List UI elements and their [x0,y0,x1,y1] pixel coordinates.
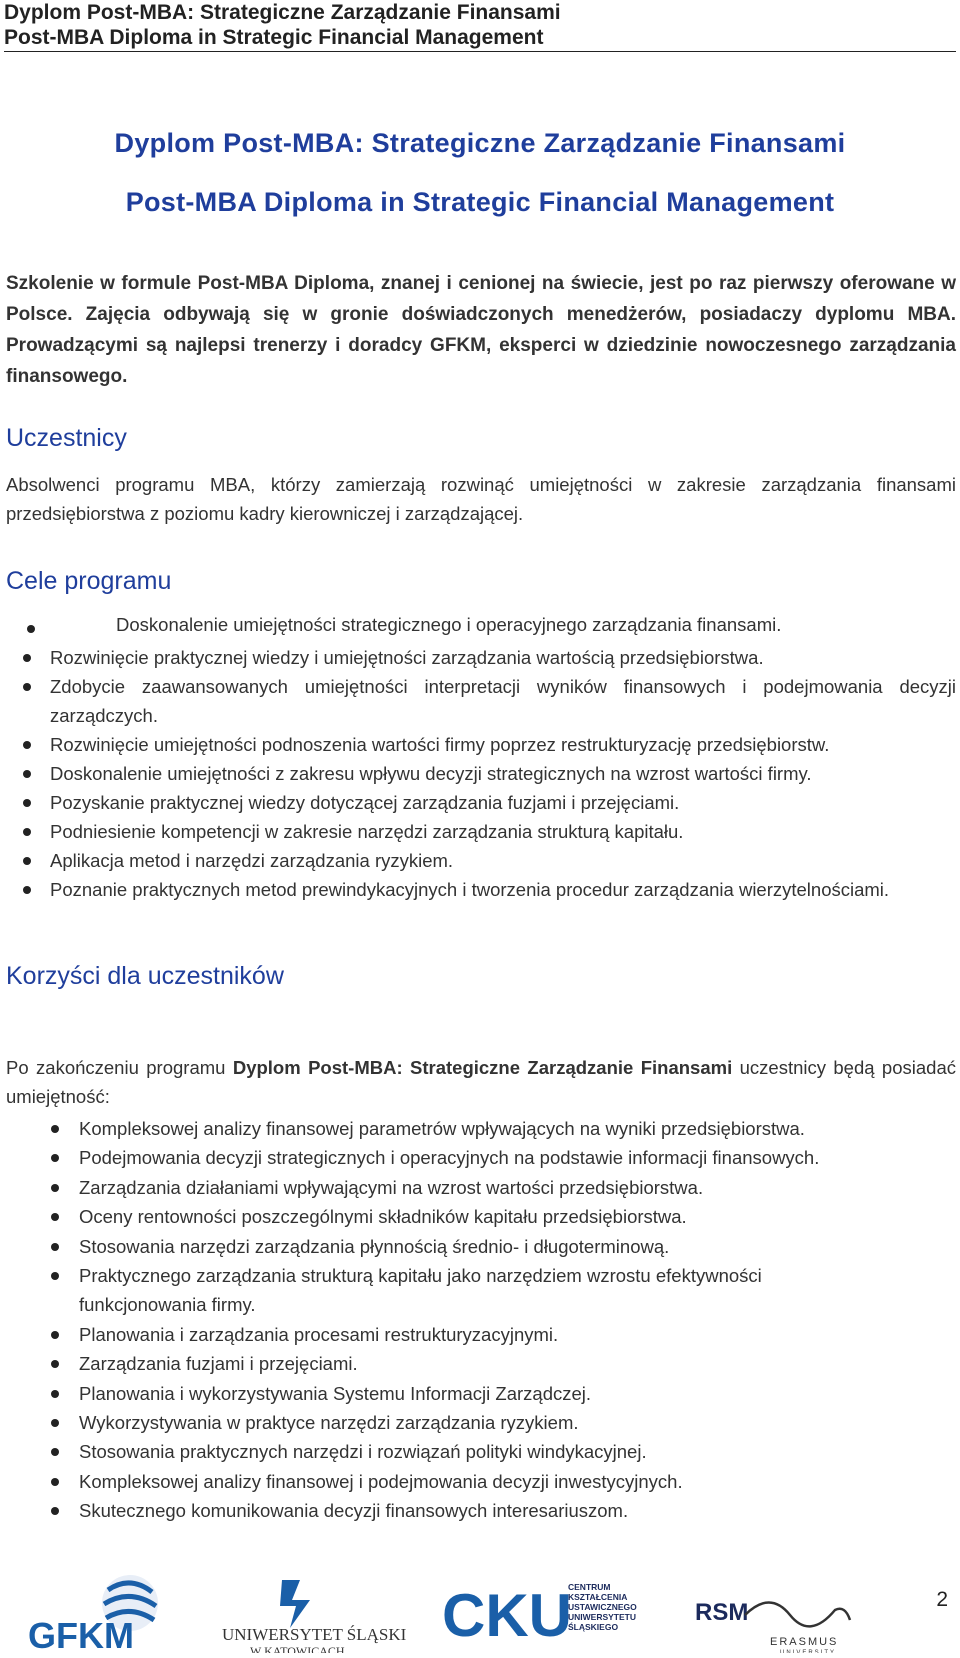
bullet-icon [23,886,31,894]
bullet-icon [51,1154,59,1162]
bullet-icon [23,828,31,836]
uniwersytet-slaski-logo [222,1580,407,1653]
bullet-icon [23,741,31,749]
bullet-icon [23,654,31,662]
benefit-item-text: Praktycznego zarządzania strukturą kapitału jako narzędziem wzrostu efektywności funkcjonowania firmy. [79,1265,762,1316]
bullet-icon [51,1243,59,1251]
bullet-icon [51,1272,59,1280]
svg-text:ERASMUS: ERASMUS [770,1636,839,1648]
cku-logo [442,1582,637,1649]
goal-item [50,846,956,875]
benefits-intro-paragraph [6,1053,956,1111]
goal-item [50,643,956,672]
bullet-icon [51,1390,59,1398]
running-header-line2: Post-MBA Diploma in Strategic Financial Management [4,26,544,49]
benefits-intro-before: Po zakończeniu programu [6,1057,233,1078]
bullet-icon [23,683,31,691]
benefit-item [79,1349,949,1378]
intro-paragraph [6,268,956,392]
svg-text:CKU: CKU [442,1582,572,1649]
svg-text:USTAWICZNEGO: USTAWICZNEGO [568,1602,637,1612]
goal-item-text: Rozwinięcie praktycznej wiedzy i umiejętności zarządzania wartością przedsiębiorstwa. [50,647,764,668]
bullet-icon [51,1507,59,1515]
section-heading-participants: Uczestnicy [6,424,127,452]
benefit-item [79,1437,949,1466]
goal-item-text: Zdobycie zaawansowanych umiejętności interpretacji wyników finansowych i podejmowania decyzji zarządczych. [50,676,956,726]
bullet-icon [51,1331,59,1339]
benefit-item [79,1379,949,1408]
intro-text: Szkolenie w formule Post-MBA Diploma, znanej i cenionej na świecie, jest po raz pierwszy oferowane w Polsce. Zajęcia odbywają się w gronie doświadczonych menedżerów, posiadaczy dyplomu MBA. Prowadzącymi są najlepsi trenerzy i doradcy GFKM, eksperci w dziedzinie nowoczesnego zarządzania finansowego. [6,273,956,387]
participants-paragraph: Absolwenci programu MBA, którzy zamierzają rozwinąć umiejętności w zakresie zarządzania finansami przedsiębiorstwa z poziomu kadry kierowniczej i zarządzającej. [6,474,956,524]
svg-text:ŚLĄSKIEGO: ŚLĄSKIEGO [568,1622,619,1632]
benefit-item-text: Podejmowania decyzji strategicznych i operacyjnych na podstawie informacji finansowych. [79,1147,820,1169]
bullet-icon [51,1213,59,1221]
goal-item [50,730,956,759]
benefit-item [79,1114,949,1143]
svg-text:W KATOWICACH: W KATOWICACH [250,1644,345,1653]
benefit-item-text: Wykorzystywania w praktyce narzędzi zarządzania ryzykiem. [79,1412,579,1434]
benefit-item [79,1467,949,1496]
goal-item-text: Rozwinięcie umiejętności podnoszenia wartości firmy poprzez restrukturyzację przedsiębiorstw. [50,734,830,755]
title-english: Post-MBA Diploma in Strategic Financial Management [125,187,835,218]
benefit-item-text: Planowania i wykorzystywania Systemu Informacji Zarządczej. [79,1382,592,1404]
benefit-item [79,1143,949,1172]
goals-list [50,643,956,904]
benefit-item [79,1173,949,1202]
svg-text:CENTRUM: CENTRUM [568,1582,611,1592]
running-header [4,0,956,52]
page-number: 2 [936,1588,948,1611]
goal-item [50,817,956,846]
gfkm-logo [28,1575,158,1653]
goal-item-text: Podniesienie kompetencji w zakresie narzędzi zarządzania strukturą kapitału. [50,821,684,842]
benefits-intro-program-name: Dyplom Post-MBA: Strategiczne Zarządzanie Finansami [232,1057,733,1078]
benefit-item-text: Kompleksowej analizy finansowej i podejmowania decyzji inwestycyjnych. [79,1470,683,1492]
goal-item [116,614,956,636]
goal-item-text: Aplikacja metod i narzędzi zarządzania ryzykiem. [50,850,454,871]
goal-item-text: Poznanie praktycznych metod prewindykacyjnych i tworzenia procedur zarządzania wierzytelnościami. [50,879,890,900]
bullet-icon [23,770,31,778]
benefit-item-text: Planowania i zarządzania procesami restrukturyzacyjnymi. [79,1323,559,1345]
running-header-line1: Dyplom Post-MBA: Strategiczne Zarządzanie Finansami [4,1,561,24]
rsm-erasmus-logo [695,1599,850,1653]
goal-item [50,788,956,817]
bullet-icon [23,857,31,865]
goal-item [50,672,956,730]
goal-item-text: Pozyskanie praktycznej wiedzy dotyczącej zarządzania fuzjami i przejęciami. [50,792,680,813]
goal-item [50,759,956,788]
benefit-item [79,1232,949,1261]
benefits-intro-after: uczestnicy będą posiadać umiejętność: [6,1057,956,1107]
benefit-item [79,1202,949,1231]
benefit-item-text: Stosowania narzędzi zarządzania płynnością średnio- i długoterminową. [79,1235,670,1257]
benefit-item-text: Zarządzania działaniami wpływającymi na wzrost wartości przedsiębiorstwa. [79,1176,704,1198]
title-polish: Dyplom Post-MBA: Strategiczne Zarządzanie Finansami [114,128,846,159]
bullet-icon [51,1125,59,1133]
section-heading-goals: Cele programu [6,567,172,595]
benefit-item [79,1261,949,1320]
benefit-item [79,1408,949,1437]
bullet-icon [51,1478,59,1486]
bullet-icon [51,1419,59,1427]
benefit-item [79,1496,949,1525]
bullet-icon [23,799,31,807]
section-heading-benefits: Korzyści dla uczestników [6,962,284,990]
footer-logos [0,1570,960,1653]
goals-first-list [116,614,956,636]
benefit-item [79,1320,949,1349]
footer-logo-strip [0,1570,960,1653]
goal-item-text: Doskonalenie umiejętności z zakresu wpływu decyzji strategicznych na wzrost wartości firmy. [50,763,812,784]
benefit-item-text: Skutecznego komunikowania decyzji finansowych interesariuszom. [79,1500,629,1522]
benefits-list [79,1114,949,1526]
bullet-icon [51,1184,59,1192]
benefit-item-text: Stosowania praktycznych narzędzi i rozwiązań polityki windykacyjnej. [79,1441,647,1463]
svg-text:RSM: RSM [695,1599,749,1626]
bullet-icon [51,1448,59,1456]
goal-item [50,875,956,904]
svg-text:UNIWERSYTETU: UNIWERSYTETU [568,1612,636,1622]
svg-text:UNIVERSITY: UNIVERSITY [780,1650,837,1653]
benefit-item-text: Kompleksowej analizy finansowej parametrów wpływających na wyniki przedsiębiorstwa. [79,1118,805,1139]
svg-text:GFKM: GFKM [28,1615,134,1653]
bullet-icon [27,625,35,633]
benefit-item-text: Zarządzania fuzjami i przejęciami. [79,1353,358,1375]
svg-text:UNIWERSYTET ŚLĄSKI: UNIWERSYTET ŚLĄSKI [222,1625,407,1644]
bullet-icon [51,1360,59,1368]
benefit-item-text: Oceny rentowności poszczególnymi składników kapitału przedsiębiorstwa. [79,1206,687,1228]
svg-text:KSZTAŁCENIA: KSZTAŁCENIA [568,1592,628,1602]
goal-item-text: Doskonalenie umiejętności strategicznego i operacyjnego zarządzania finansami. [116,614,782,635]
